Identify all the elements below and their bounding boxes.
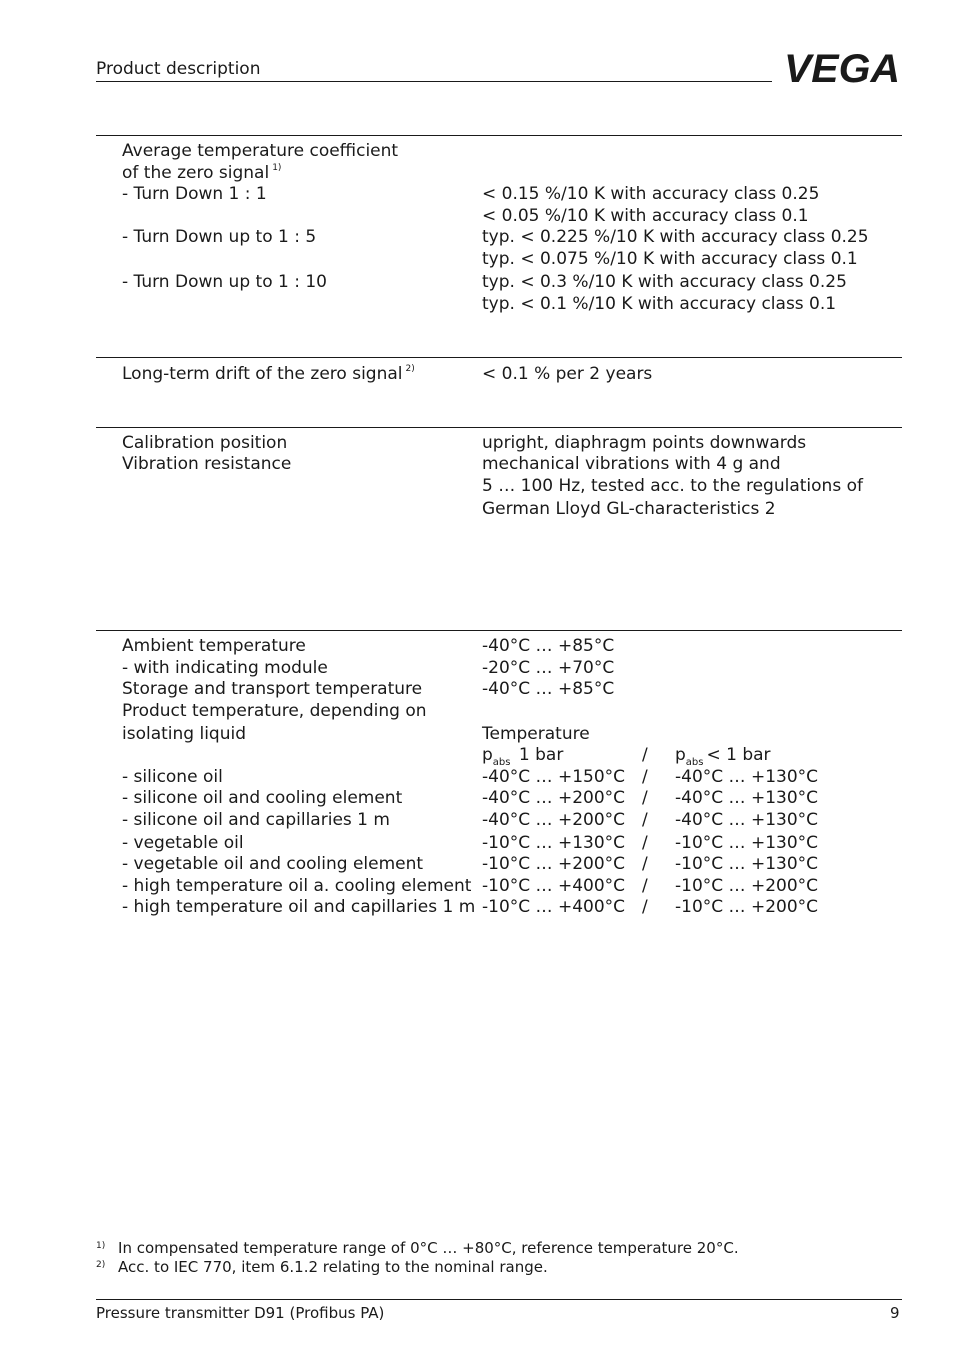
ambient-value: -40°C … +85°C <box>482 636 615 656</box>
footnote: $^{1)}$ In compensated temperature range of 0°C … +80°C, reference temperature 20°C. <box>96 1239 739 1257</box>
turn-down-value: typ. < 0.225 %/10 K with accuracy class 0.25 <box>482 227 869 247</box>
footnote-ref: 1) <box>272 163 282 173</box>
liquid-temp-value: -40°C … +150°C <box>482 767 626 787</box>
liquid-label: - vegetable oil and cooling element <box>122 854 424 874</box>
column-separator: / <box>642 810 648 830</box>
page-number: 9 <box>890 1304 900 1322</box>
turn-down-value: typ. < 0.1 %/10 K with accuracy class 0.1 <box>482 294 837 314</box>
footnote: $^{2)}$ Acc. to IEC 770, item 6.1.2 relating to the nominal range. <box>96 1258 548 1276</box>
section-rule <box>96 135 902 136</box>
turn-down-label: - Turn Down up to 1 : 5 <box>122 227 317 247</box>
calibration-label: Calibration position <box>122 433 288 453</box>
turn-down-value: typ. < 0.3 %/10 K with accuracy class 0.25 <box>482 272 847 292</box>
liquid-label: - silicone oil and cooling element <box>122 788 403 808</box>
logo-text: VEGA <box>784 50 900 86</box>
liquid-temp-value: -10°C … +200°C <box>482 854 626 874</box>
liquid-temp-value: -10°C … +400°C <box>482 876 626 896</box>
turn-down-label: - Turn Down 1 : 1 <box>122 184 267 204</box>
liquid-label: - high temperature oil a. cooling element <box>122 876 472 896</box>
liquid-temp-value: -10°C … +130°C <box>482 833 626 853</box>
page-section-title: Product description <box>96 59 261 79</box>
turn-down-value: < 0.05 %/10 K with accuracy class 0.1 <box>482 206 809 226</box>
header-rule <box>96 81 772 82</box>
product-temp-label: Product temperature, depending on <box>122 701 427 721</box>
turn-down-label: - Turn Down up to 1 : 10 <box>122 272 327 292</box>
product-temp-label-2: isolating liquid <box>122 724 247 744</box>
section-rule <box>96 427 902 428</box>
vibration-value: mechanical vibrations with 4 g and <box>482 454 781 474</box>
ambient-label: - with indicating module <box>122 658 328 678</box>
column-separator: / <box>642 745 648 765</box>
liquid-temp-value: -10°C … +400°C <box>482 897 626 917</box>
vibration-value: 5 … 100 Hz, tested acc. to the regulations of <box>482 476 863 496</box>
turn-down-value: < 0.15 %/10 K with accuracy class 0.25 <box>482 184 820 204</box>
liquid-temp-value: -40°C … +200°C <box>482 810 626 830</box>
calibration-value: upright, diaphragm points downwards <box>482 433 807 453</box>
liquid-temp-value: -10°C … +200°C <box>675 876 819 896</box>
column-separator: / <box>642 876 648 896</box>
liquid-temp-value: -40°C … +130°C <box>675 788 819 808</box>
long-term-drift-value: < 0.1 % per 2 years <box>482 364 653 384</box>
section-rule <box>96 630 902 631</box>
vibration-value: German Lloyd GL-characteristics 2 <box>482 499 776 519</box>
column-separator: / <box>642 833 648 853</box>
ambient-value: -20°C … +70°C <box>482 658 615 678</box>
footer-doc-title: Pressure transmitter D91 (Profibus PA) <box>96 1304 385 1322</box>
liquid-temp-value: -40°C … +130°C <box>675 810 819 830</box>
ambient-value: -40°C … +85°C <box>482 679 615 699</box>
turn-down-value: typ. < 0.075 %/10 K with accuracy class 0.1 <box>482 249 858 269</box>
column-separator: / <box>642 788 648 808</box>
section-rule <box>96 357 902 358</box>
vibration-label: Vibration resistance <box>122 454 292 474</box>
footer-rule <box>96 1299 902 1300</box>
liquid-temp-value: -40°C … +200°C <box>482 788 626 808</box>
temperature-heading: Temperature <box>482 724 590 744</box>
liquid-label: - silicone oil and capillaries 1 m <box>122 810 390 830</box>
temp-coefficient-label: Average temperature coefficient <box>122 141 399 161</box>
vega-logo <box>784 50 902 91</box>
column-separator: / <box>642 767 648 787</box>
pabs-low-column-header: $p_{abs} < 1$ bar <box>675 745 771 768</box>
liquid-temp-value: -10°C … +130°C <box>675 833 819 853</box>
liquid-label: - high temperature oil and capillaries 1 m <box>122 897 476 917</box>
ambient-label: Storage and transport temperature <box>122 679 423 699</box>
liquid-temp-value: -10°C … +200°C <box>675 897 819 917</box>
ambient-label: Ambient temperature <box>122 636 306 656</box>
liquid-label: - vegetable oil <box>122 833 244 853</box>
long-term-drift-label: Long-term drift of the zero signal $^{2)}$ <box>122 364 415 384</box>
liquid-temp-value: -10°C … +130°C <box>675 854 819 874</box>
liquid-label: - silicone oil <box>122 767 223 787</box>
pabs-column-header: $p_{abs}$ 1 bar <box>482 745 564 768</box>
column-separator: / <box>642 897 648 917</box>
footnote-ref: 2) <box>405 364 415 374</box>
column-separator: / <box>642 854 648 874</box>
temp-coefficient-label-2: of the zero signal $^{1)}$ <box>122 163 282 183</box>
liquid-temp-value: -40°C … +130°C <box>675 767 819 787</box>
